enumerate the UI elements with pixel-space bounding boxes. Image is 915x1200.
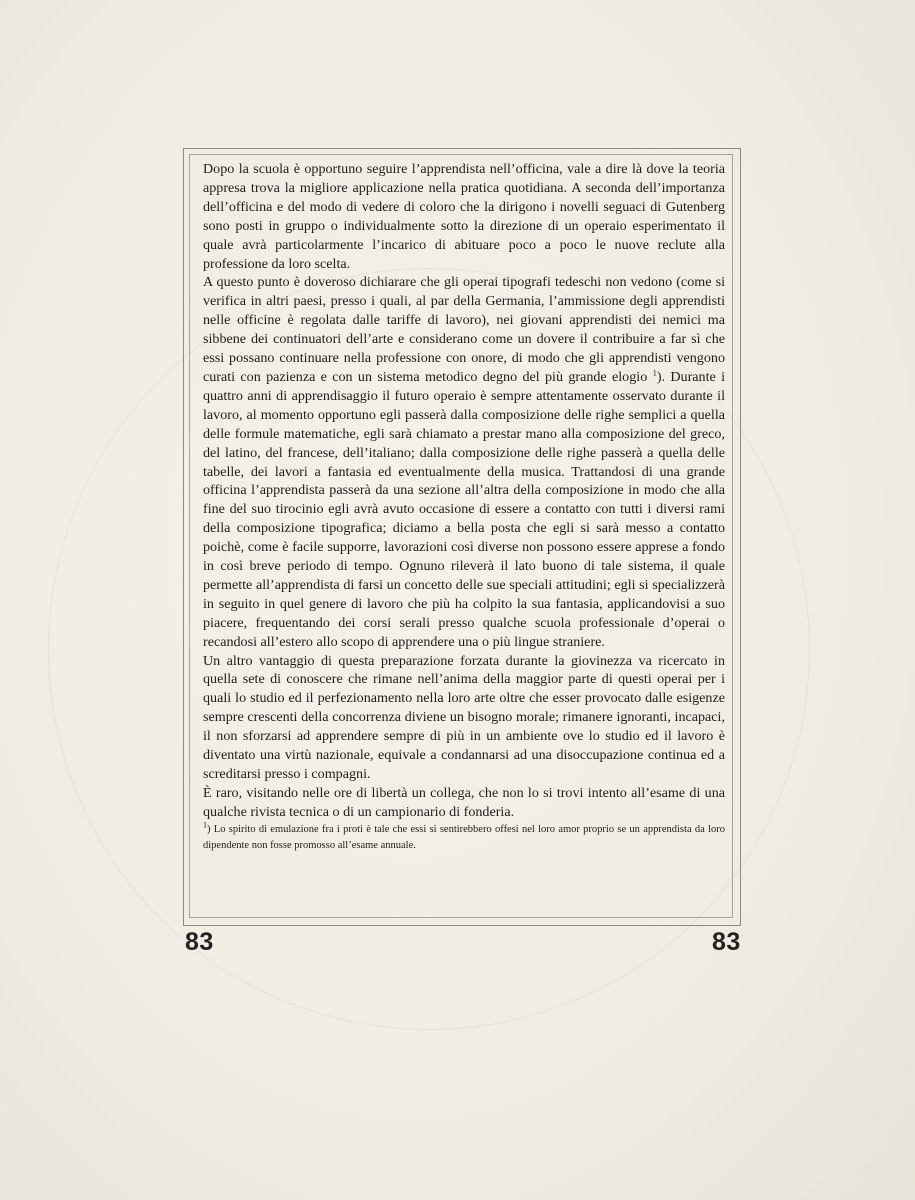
paragraph-4: È raro, visitando nelle ore di libertà un collega, che non lo si trovi intento all’esame di una qualche rivista tecnica o di un campionario di fonderia. (203, 784, 725, 820)
paragraph-2-continuation: ). Durante i quattro anni di apprendisaggio il futuro operaio è sempre attentamente osservato durante il lavoro, al momento opportuno egli passerà dalla composizione delle righe semplici a quella delle formule matematiche, egli sarà chiamato a prestar mano alla composizione del greco, del latino, del francese, dell’italiano; dalla composizione delle righe passerà a quella delle tabelle, dei lavori a fantasia ed eventualmente della musica. Trattandosi di una grande officina l’apprendista passerà da una sezione all’altra della composizione in modo che alla fine del suo tirocinio egli avrà avuto occasione di essere a contatto con tutti i diversi rami della composizione tipografica; diciamo a bella posta che egli si sarà messo a contatto poichè, come è facile supporre, lavorazioni così diverse non possono essere apprese a fondo in così breve periodo di tempo. Ognuno rileverà il lato buono di tale sistema, il quale permette all’apprendista di farsi un concetto delle sue speciali attitudini; egli si specializzerà in seguito in quel genere di lavoro che più ha colpito la sua fantasia, applicandovisi a suo piacere, frequentando dei corsi serali presso qualche scuola professionale d’operai o recandosi all’estero allo scopo di apprendere una o più lingue straniere. (203, 368, 725, 650)
page-number-left: 83 (185, 928, 214, 956)
paragraph-2-text: A questo punto è doveroso dichiarare che gli operai tipografi tedeschi non vedono (come si verifica in altri paesi, presso i quali, al par della Germania, l’ammissione degli apprendisti nelle officine è regolata dalle tariffe di lavoro), nei giovani apprendisti dei nemici ma sibbene dei continuatori dell’arte e considerano come un dovere il contribuire a far sì che essi possano continuare nella professione con onore, di modo che gli apprendisti vengono curati con pazienza e con un sistema metodico degno del più grande elogio (203, 274, 725, 385)
footnote-text: ) Lo spirito di emulazione fra i proti è tale che essi si sentirebbero offesi nel loro amor proprio se un apprendista da loro dipendente non fosse promosso all’esame annuale. (203, 823, 725, 851)
footnote-reference: 1 (652, 367, 657, 378)
body-text (203, 160, 725, 854)
footnote (203, 822, 725, 854)
footnote-marker: 1 (203, 820, 207, 830)
paragraph-1: Dopo la scuola è opportuno seguire l’apprendista nell’officina, vale a dire là dove la teoria appresa trova la migliore applicazione nella pratica quotidiana. A seconda dell’importanza dell’officina e del modo di vedere di coloro che la dirigono i novelli seguaci di Gutenberg sono posti in gruppo o individualmente sotto la direzione di un operaio esperimentato il quale avrà particolarmente l’incarico di abituare poco a poco le nuove reclute alla professione da loro scelta. (203, 161, 725, 272)
page-number-right: 83 (712, 928, 741, 956)
paragraph-2 (203, 273, 725, 651)
paragraph-3: Un altro vantaggio di questa preparazione forzata durante la giovinezza va ricercato in quella sete di conoscere che rimane nell’anima della maggior parte di questi operai per i quali lo studio ed il perfezionamento nella loro arte oltre che esser provocato dalle esigenze sempre crescenti della concorrenza diviene un bisogno morale; rimanere ignoranti, incapaci, il non sforzarsi ad apprendere sempre di più in un ambiente ove lo studio ed il lavoro è diventato una virtù nazionale, equivale a condannarsi ad una disoccupazione continua ed a screditarsi presso i compagni. (203, 652, 725, 782)
